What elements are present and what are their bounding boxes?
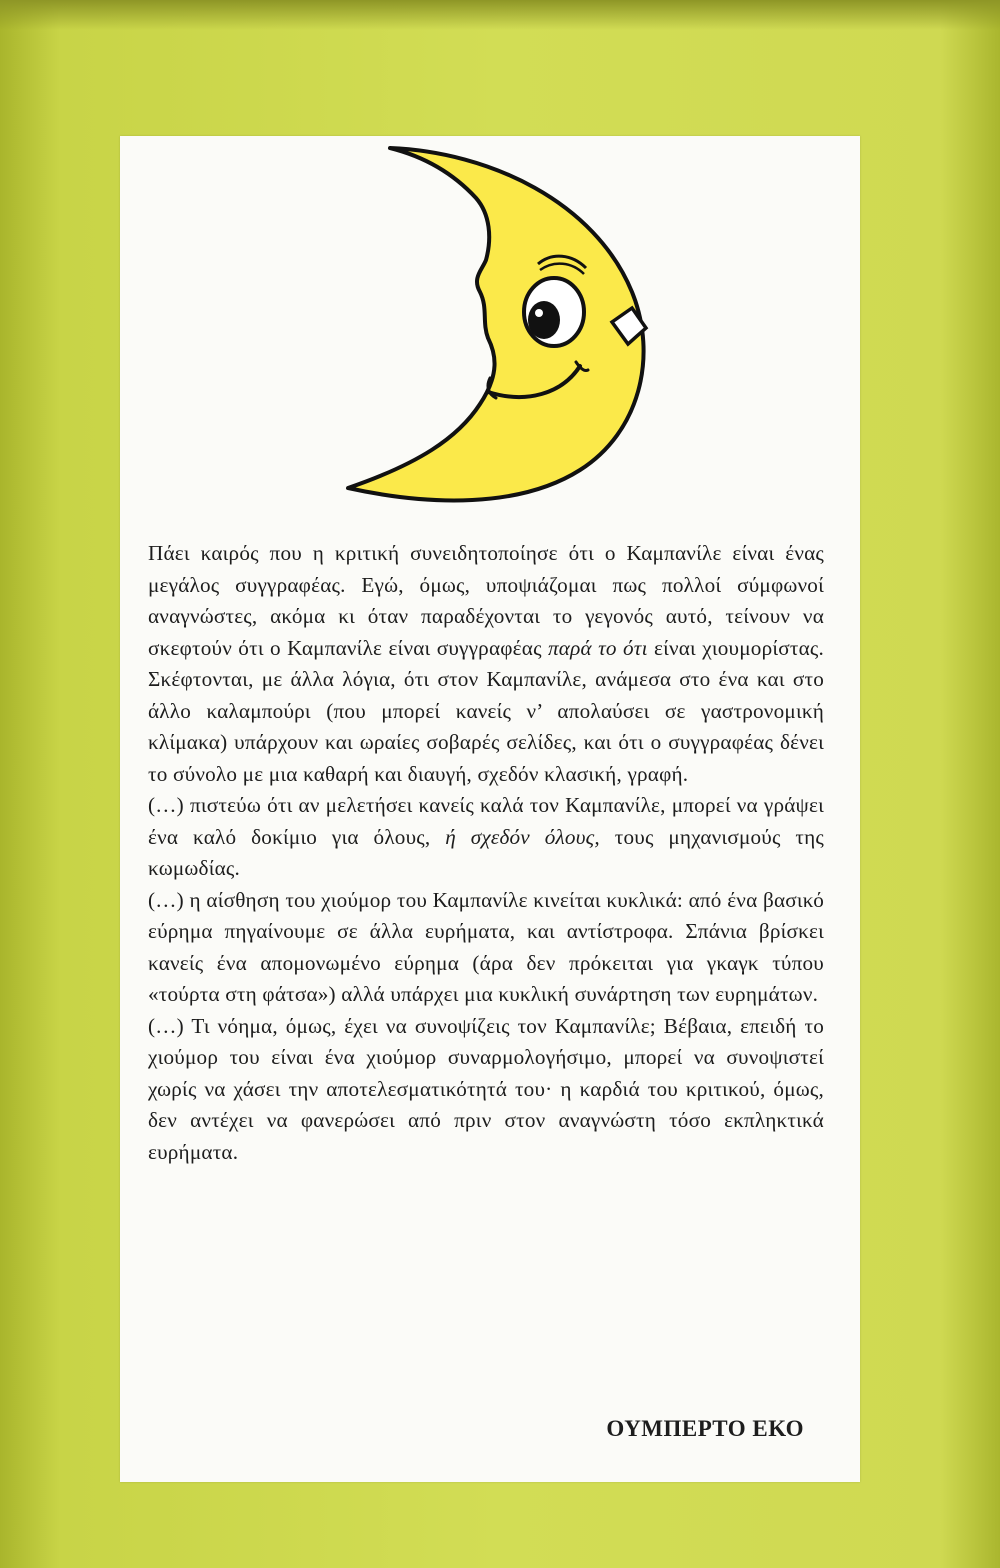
paragraph-italic-text: ή σχεδόν όλους, bbox=[445, 824, 600, 849]
paragraph-text: τους μηχανισμούς της κωμωδίας. bbox=[148, 824, 824, 880]
paragraph-text: (…) Τι νόημα, όμως, έχει να συνοψίζεις τον Καμπανίλε; Βέβαια, επειδή το χιούμορ του είναι ένα χιούμορ συναρμολογήσιμο, μπορεί να συνοψιστεί χωρίς να χάσει την αποτελεσματικότητά του· η καρδιά του κριτικού, όμως, δεν αντέχει να φανερώσει από πριν στον αναγνώστη τόσο εκπληκτικά ευρήματα. bbox=[148, 1013, 824, 1164]
author-signature: ΟΥΜΠΕΡΤΟ ΕΚΟ bbox=[606, 1416, 804, 1441]
moon-eye-pupil bbox=[528, 301, 560, 339]
paragraph-text: (…) η αίσθηση του χιούμορ του Καμπανίλε κινείται κυκλικά: από ένα βασικό εύρημα πηγαίνουμε σε άλλα ευρήματα, και αντίστροφα. Σπάνια βρίσκει κανείς ένα απομονωμένο εύρημα (άρα δεν πρόκειται για γκαγκ τύπου «τούρτα στη φάτσα») αλλά υπάρχει μια κυκλική συνάρτηση των ευρημάτων. bbox=[148, 887, 824, 1006]
cover-edge-shadow bbox=[0, 0, 1000, 30]
blurb-paragraph-4 bbox=[148, 1011, 824, 1169]
blurb-paragraph-2 bbox=[148, 790, 824, 885]
back-cover-blurb bbox=[148, 538, 824, 1168]
moon-crescent bbox=[348, 148, 644, 500]
smiling-crescent-moon-illustration bbox=[340, 142, 660, 512]
paragraph-italic-text: παρά το ότι bbox=[547, 635, 648, 660]
blurb-paragraph-3 bbox=[148, 885, 824, 1011]
blurb-paragraph-1 bbox=[148, 538, 824, 790]
paragraph-text: είναι χιουμορίστας. Σκέφτονται, με άλλα λόγια, ότι στον Καμπανίλε, ανάμεσα στο ένα και στο άλλο καλαμπούρι (που μπορεί κανείς ν’ απολαύσει σε γαστρονομική κλίμακα) υπάρχουν και ωραίες σοβαρές σελίδες, και ότι ο συγγραφέας δένει το σύνολο με μια καθαρή και διαυγή, σχεδόν κλασική, γραφή. bbox=[148, 635, 825, 786]
paragraph-text: (…) πιστεύω ότι αν μελετήσει κανείς καλά τον Καμπανίλε, μπορεί να γράψει ένα καλό δοκίμιο για όλους, bbox=[148, 793, 824, 849]
paragraph-text: Πάει καιρός που η κριτική συνειδητοποίησε ότι ο Καμπανίλε είναι ένας μεγάλος συγγραφέας. Εγώ, όμως, υποψιάζομαι πως πολλοί σύμφωνοί αναγνώστες, ακόμα κι όταν παραδέχονται το γεγονός αυτό, τείνουν να σκεφτούν ότι ο Καμπανίλε είναι συγγραφέας bbox=[148, 541, 824, 660]
